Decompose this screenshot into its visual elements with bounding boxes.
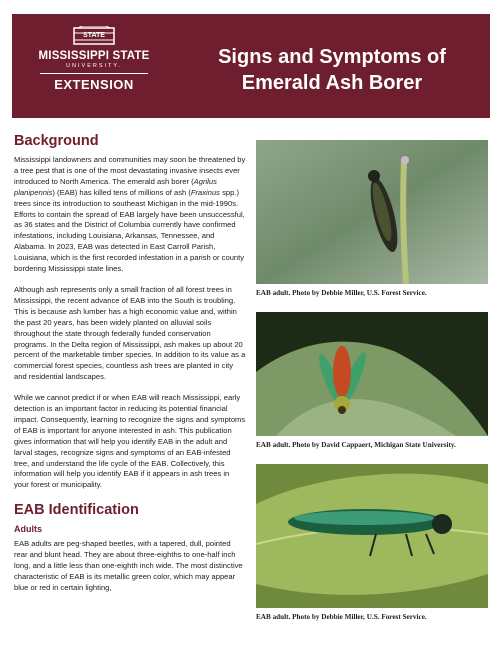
photo-caption-2: EAB adult. Photo by David Cappaert, Michigan State University. — [256, 441, 456, 449]
msu-seal-icon — [72, 26, 116, 46]
header-banner — [12, 14, 490, 118]
identification-heading: EAB Identification — [14, 502, 139, 519]
photo-eab-on-leaf — [256, 464, 488, 608]
bg-p1-genus: Fraxinus — [190, 187, 220, 197]
background-paragraph-3: While we cannot predict if or when EAB will reach Mississippi, early detection is an important factor in reducing its potential financial impact. Consequently, learning to recognize the signs and symptoms of EAB is important for anyone interested in ash. This publication gives information that will help you identify EAB in the adult and larval stages, recognize signs and symptoms of an EAB-infested tree, and understand the life cycle of the EAB. Collectively, this information will help you identify EAB if it appears in ash trees in your forest or municipality. — [14, 393, 246, 490]
photo-caption-3: EAB adult. Photo by Debbie Miller, U.S. Forest Service. — [256, 613, 427, 621]
title-line-1: Signs and Symptoms of — [218, 46, 446, 68]
seal-text: STATE — [83, 32, 105, 39]
title-line-2: Emerald Ash Borer — [241, 72, 423, 94]
logo-name: MISSISSIPPI STATE — [38, 50, 150, 62]
logo-extension: EXTENSION — [54, 77, 134, 92]
logo-university: UNIVERSITY. — [66, 63, 122, 69]
main-text-column — [14, 132, 246, 604]
identification-paragraph-1: EAB adults are peg-shaped beetles, with a tapered, dull, pointed rear and blunt head. They are about three-eighths to one-half inch long, and a little less than one-eighth inch wide. The most distinctive characteristic of EAB is its metallic green color, which may appear blue or red in certain lighting, — [14, 539, 243, 592]
page-title — [177, 44, 487, 96]
photo-eab-on-stem — [256, 140, 488, 284]
photo-eab-wings-open — [256, 312, 488, 436]
bg-p1-part-c: spp.) trees since its introduction to southeast Michigan in the mid-1990s. Efforts to contain the spread of EAB largely have been unsuccessful, as 36 states and the District of Columbia currently have confirmed infestations, including Louisiana, Arkansas, Tennessee, and Alabama. In 2023, EAB was detected in East Carroll Parish, Louisiana, which is the first recorded infestation in a parish or county bordering Mississippi state lines. — [14, 187, 245, 274]
bg-p1-part-b: ) (EAB) has killed tens of millions of ash ( — [52, 187, 191, 197]
logo-divider — [40, 73, 148, 74]
msu-extension-logo — [34, 26, 154, 110]
bg-p1-species: Agrilus planipennis — [14, 176, 217, 197]
bg-p1-part-a: Mississippi landowners and communities may soon be threatened by a tree pest that is one of the most devastating invasive insects ever introduced to North America. The emerald ash borer ( — [14, 155, 246, 186]
background-paragraph-1 — [14, 155, 246, 275]
background-paragraph-2: Although ash represents only a small fraction of all forest trees in Mississippi, the recent advance of EAB into the South is troubling. This is because ash lumber has a high economic value and, within the past 20 years, has been widely planted on alluvial soils throughout the state through federally funded conservation programs. In the Delta region of Mississippi, ash makes up about 20 percent of the marketable timber species. In addition to its value as a commercial forest species, countless ash trees are planted in city and residential landscapes. — [14, 284, 246, 382]
adults-subheading: Adults — [14, 524, 42, 535]
photo-caption-1: EAB adult. Photo by Debbie Miller, U.S. Forest Service. — [256, 289, 427, 297]
background-heading: Background — [14, 133, 99, 149]
